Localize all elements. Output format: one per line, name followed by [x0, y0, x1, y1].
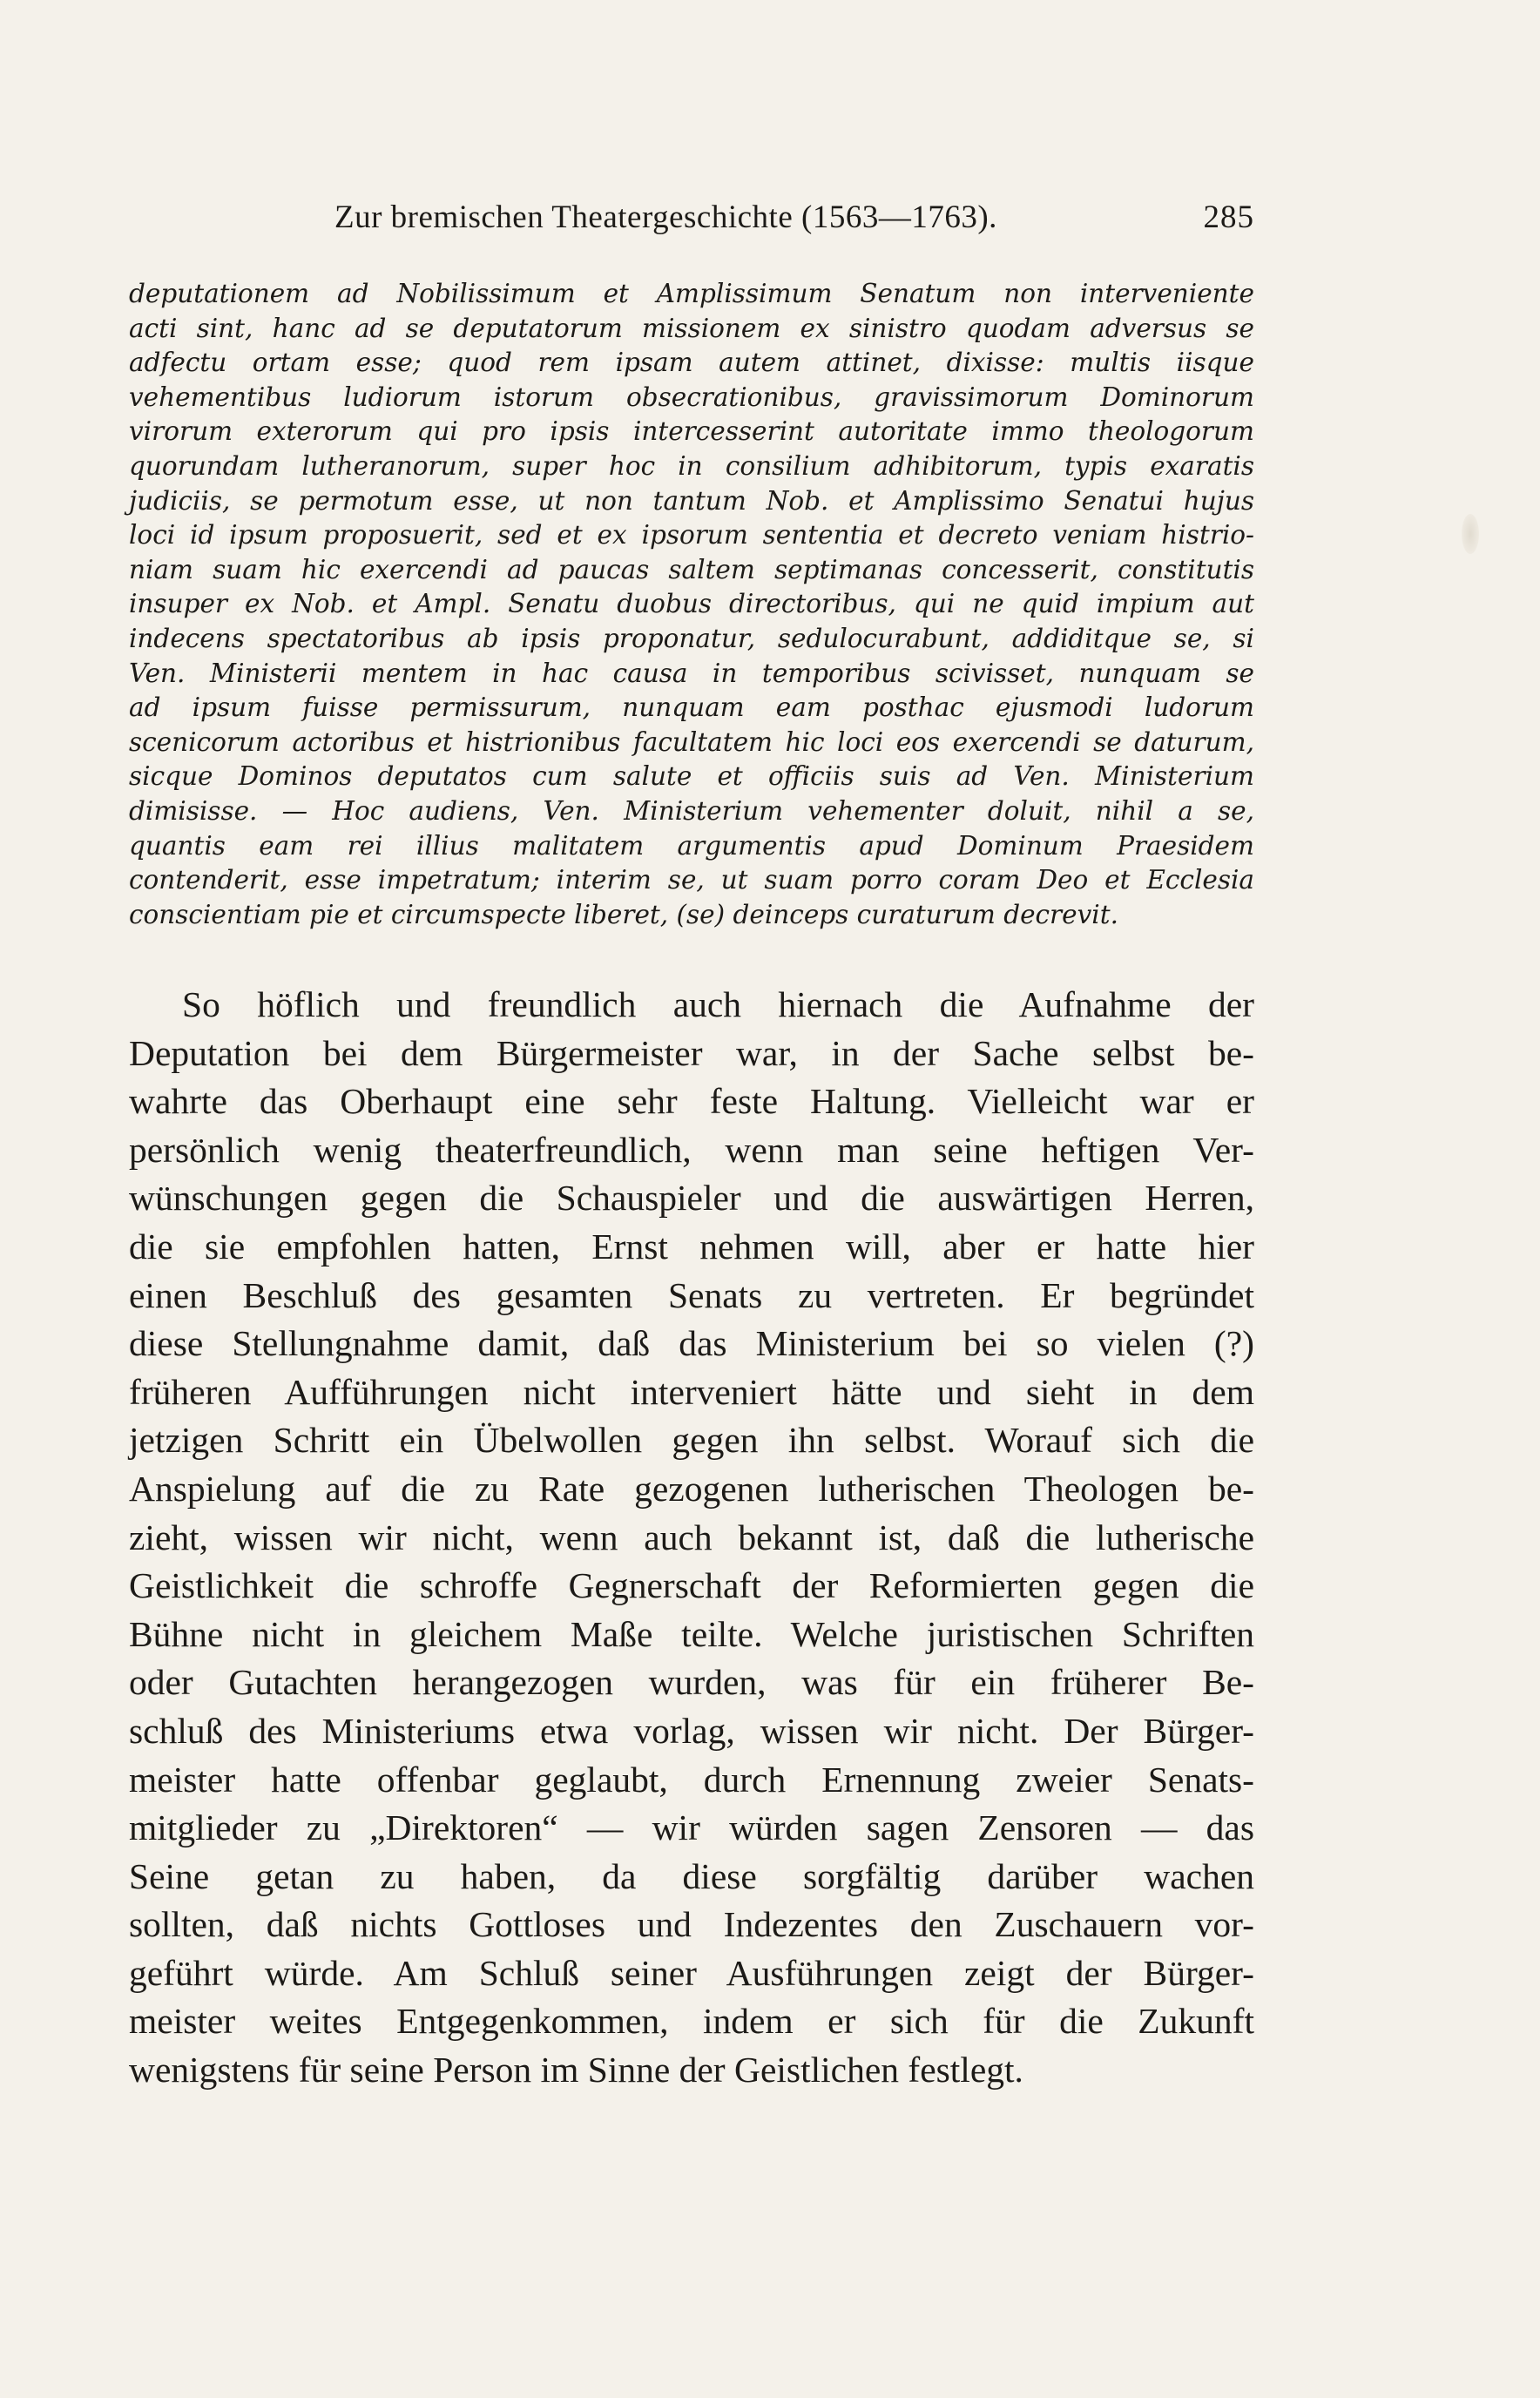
body-line: diese Stellungnahme damit, daß das Ministerium bei so vielen (?): [129, 1323, 1254, 1364]
body-line: wenigstens für seine Person im Sinne der Geistlichen festlegt.: [129, 2050, 1023, 2091]
latin-line: adfectu ortam esse; quod rem ipsam autem attinet, dixisse: multis iisque: [129, 348, 1254, 378]
latin-line: Ven. Ministerii mentem in hac causa in temporibus scivisset, nunquam se: [129, 658, 1254, 688]
body-line: jetzigen Schritt ein Übelwollen gegen ihn selbst. Worauf sich die: [129, 1420, 1254, 1461]
latin-line: niam suam hic exercendi ad paucas saltem septimanas concesserit, constitutis: [129, 554, 1254, 584]
body-line: Anspielung auf die zu Rate gezogenen lutherischen Theologen be-: [129, 1468, 1254, 1509]
body-paragraph: [129, 981, 1254, 2095]
latin-line: quantis eam rei illius malitatem argumentis apud Dominum Praesidem: [129, 830, 1254, 861]
latin-line: ad ipsum fuisse permissurum, nunquam eam posthac ejusmodi ludorum: [129, 692, 1254, 723]
body-line: Seine getan zu haben, da diese sorgfältig darüber wachen: [129, 1855, 1254, 1896]
body-line: geführt würde. Am Schluß seiner Ausführungen zeigt der Bürger-: [129, 1952, 1254, 1993]
latin-line: conscientiam pie et circumspecte liberet, (se) deinceps curaturum decrevit.: [129, 899, 1118, 929]
body-line: sollten, daß nichts Gottloses und Indezentes den Zuschauern vor-: [129, 1904, 1254, 1945]
latin-line: sicque Dominos deputatos cum salute et officiis suis ad Ven. Ministerium: [129, 761, 1254, 792]
body-line: wahrte das Oberhaupt eine sehr feste Haltung. Vielleicht war er: [129, 1081, 1254, 1122]
latin-line: contenderit, esse impetratum; interim se, ut suam porro coram Deo et Ecclesia: [129, 865, 1254, 895]
latin-line: dimisisse. — Hoc audiens, Ven. Ministerium vehementer doluit, nihil a se,: [129, 795, 1254, 826]
body-line: früheren Aufführungen nicht interveniert hätte und sieht in dem: [129, 1371, 1254, 1412]
body-line: persönlich wenig theaterfreundlich, wenn man seine heftigen Ver-: [129, 1129, 1254, 1170]
latin-line: vehementibus ludiorum istorum obsecrationibus, gravissimorum Dominorum: [129, 382, 1254, 412]
body-line: meister hatte offenbar geglaubt, durch Ernennung zweier Senats-: [129, 1759, 1254, 1800]
latin-line: judiciis, se permotum esse, ut non tantum Nob. et Amplissimo Senatui hujus: [129, 485, 1254, 516]
body-line: einen Beschluß des gesamten Senats zu vertreten. Er begründet: [129, 1274, 1254, 1315]
paper-smudge: [1462, 514, 1479, 554]
latin-line: deputationem ad Nobilissimum et Amplissimum Senatum non interveniente: [129, 279, 1254, 308]
body-line: oder Gutachten herangezogen wurden, was für ein früherer Be-: [129, 1662, 1254, 1703]
body-line: zieht, wissen wir nicht, wenn auch bekannt ist, daß die lutherische: [129, 1516, 1254, 1557]
body-line: die sie empfohlen hatten, Ernst nehmen will, aber er hatte hier: [129, 1226, 1254, 1267]
page-number: 285: [1203, 199, 1254, 235]
body-line: schluß des Ministeriums etwa vorlag, wissen wir nicht. Der Bürger-: [129, 1710, 1254, 1751]
body-line: mitglieder zu „Direktoren“ — wir würden sagen Zensoren — das: [129, 1807, 1254, 1848]
running-head: [129, 199, 1254, 247]
latin-line: indecens spectatoribus ab ipsis proponatur, sedulocurabunt, addiditque se, si: [129, 623, 1254, 653]
latin-line: scenicorum actoribus et histrionibus facultatem hic loci eos exercendi se daturum,: [129, 726, 1254, 757]
latin-line: quorundam lutheranorum, super hoc in consilium adhibitorum, typis exaratis: [129, 450, 1254, 481]
body-line: So höflich und freundlich auch hiernach die Aufnahme der: [182, 984, 1254, 1024]
body-line: Geistlichkeit die schroffe Gegnerschaft der Reformierten gegen die: [129, 1565, 1254, 1606]
body-line: wünschungen gegen die Schauspieler und die auswärtigen Herren,: [129, 1178, 1254, 1219]
body-line: Deputation bei dem Bürgermeister war, in der Sache selbst be-: [129, 1032, 1254, 1073]
running-title: Zur bremischen Theatergeschichte (1563—1763).: [334, 199, 997, 235]
latin-line: acti sint, hanc ad se deputatorum missionem ex sinistro quodam adversus se: [129, 313, 1254, 343]
body-line: Bühne nicht in gleichem Maße teilte. Welche juristischen Schriften: [129, 1613, 1254, 1654]
latin-line: loci id ipsum proposuerit, sed et ex ipsorum sententia et decreto veniam histrio-: [129, 520, 1254, 551]
latin-line: insuper ex Nob. et Ampl. Senatu duobus directoribus, qui ne quid impium aut: [129, 589, 1254, 619]
body-line: meister weites Entgegenkommen, indem er sich für die Zukunft: [129, 2001, 1254, 2042]
latin-line: virorum exterorum qui pro ipsis intercesserint autoritate immo theologorum: [129, 416, 1254, 447]
latin-quotation: [129, 277, 1254, 932]
